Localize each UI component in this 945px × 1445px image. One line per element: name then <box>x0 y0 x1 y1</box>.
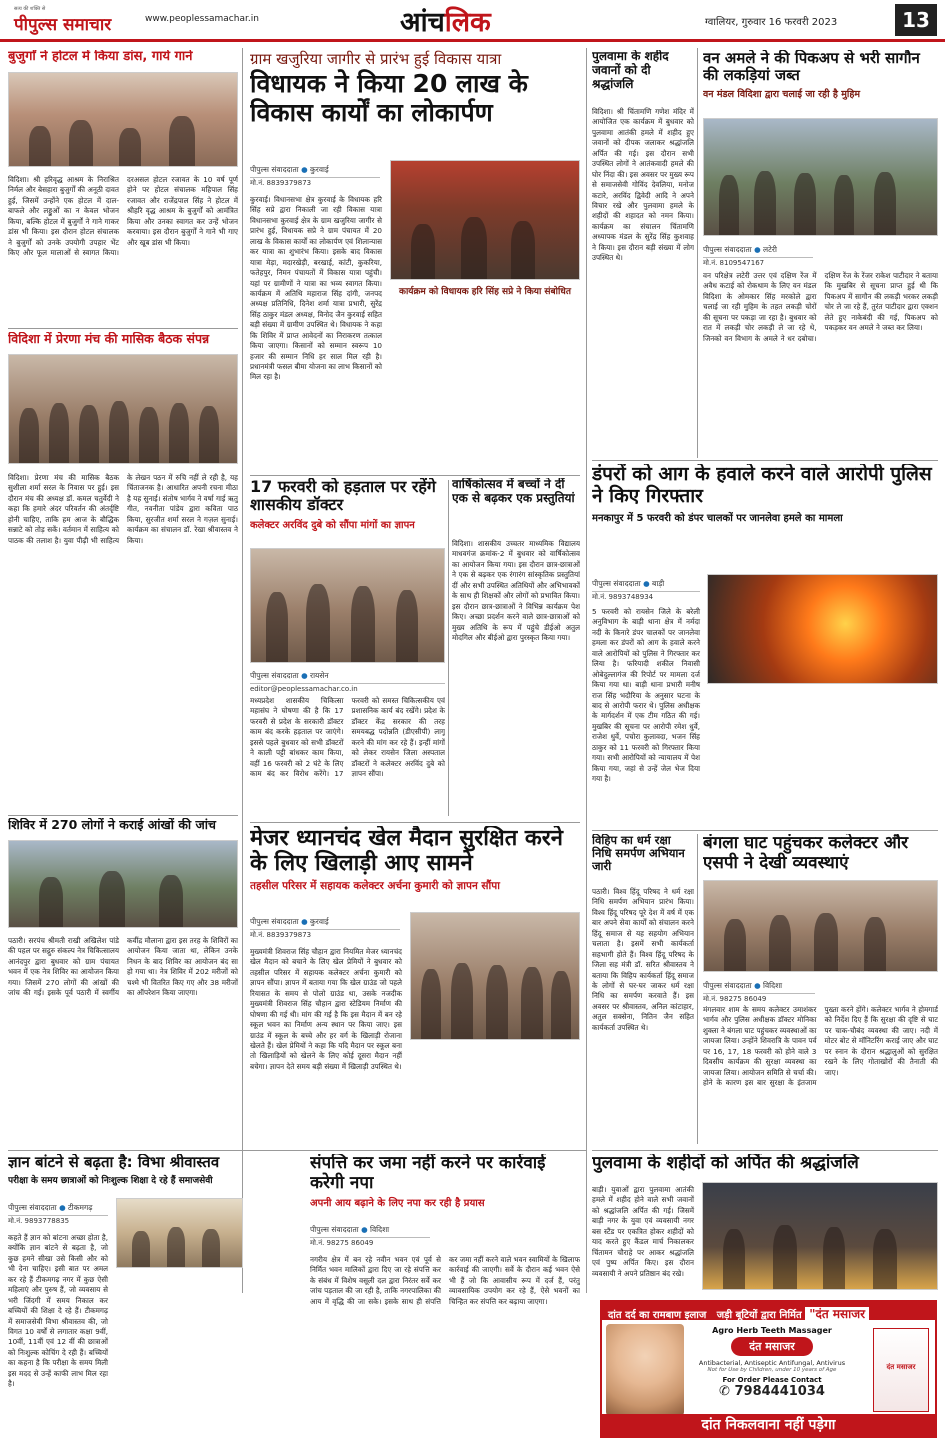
section-name-accent: लिक <box>444 7 491 38</box>
byline-text: पीपुल्स संवाददाता <box>592 579 641 588</box>
story-byline-block <box>703 240 813 268</box>
story-byline: पीपुल्स संवाददाता ● लटेरी <box>703 243 813 258</box>
inspection-photo <box>703 880 938 972</box>
byline-place: कुरवाई <box>310 165 329 174</box>
ad-top-strip <box>602 1302 935 1320</box>
story-prerna <box>8 332 238 812</box>
reporter-mobile: मो.नं. 8109547167 <box>703 259 765 267</box>
story-body: विदिशा। श्री हरिवृद्ध आश्रम के निराश्रित निर्मल और बेसहारा बुजुर्गों की अनूठी दावत हुई, जिसमें उन्होंने एक होटल में दाल-बाफले और लड्डुओं का न केवल भोजन किया, बल्कि होटल में बुजुर्गों ने गाने गाकर डांस भी किया। इस दौरान होटल संचालक ने बुजुर्गों को उनके उपयोगी उपहार भेंट किए और फूल मालाओं से स्वागत किया। दरअसल होटल रजावत के 10 वर्ष पूर्ण होने पर होटल संचालक महिपाल सिंह रजावत और राजेंद्रपाल सिंह ने होटल में श्रीहरि वृद्ध आश्रम के बुजुर्गों को आमंत्रित किया और उनका स्वागत कर उन्हें भोजन करवाया। इस दौरान बुजुर्गों ने गाने भी गाए और खूब डांस भी किया। <box>8 175 238 258</box>
story-headline: ज्ञान बांटने से बढ़ता है: विभा श्रीवास्तव <box>8 1154 220 1171</box>
story-divider <box>592 1150 938 1151</box>
ad-note: Not for Use by Children, under 10 years of Age <box>707 1367 837 1373</box>
story-subhead: अपनी आय बढ़ाने के लिए नपा कर रही है प्रयास <box>310 1198 485 1210</box>
story-varshikotsav <box>452 478 580 818</box>
column-rule <box>697 48 698 458</box>
byline-place: विदिशा <box>370 1225 390 1234</box>
logo-tagline: सत्य की शक्ति से <box>14 6 46 12</box>
story-subhead: मनकापुर में 5 फरवरी को डंपर चालकों पर जानलेवा हमले का मामला <box>592 512 843 524</box>
candle-march-photo <box>702 1182 938 1290</box>
story-byline: पीपुल्स संवाददाता ● विदिशा <box>703 979 815 994</box>
phone-icon: ✆ <box>719 1384 730 1399</box>
group-photo <box>8 354 238 464</box>
byline-place: रायसेन <box>310 671 329 680</box>
page-number: 13 <box>895 4 937 36</box>
story-major <box>250 826 580 1148</box>
story-headline: पुलवामा के शहीद जवानों को दी श्रद्धांजलि <box>592 50 669 91</box>
story-body: पठारी। सरपंच श्रीमती राखी अखिलेश पांडे की पहल पर सद्गुरु संकल्प नेत्र चिकित्सालय आनंदपुर द्वारा बुधवार को ग्राम पंचायत भवन में एक नेत्र शिविर का आयोजन किया गया। जिसमें 270 लोगों की आंखों की जांच की गई। इसके पूर्व पठारी में स्वर्गीय कवींद्र मौलाना द्वारा इस तरह के शिविरों का आयोजन किया जाता था, लेकिन उनके निधन के बाद शिविर का आयोजन बंद सा हो गया था। नेत्र शिविर में 202 मरीजों को चश्मे भी वितरित किए गए और 38 मरीजों का ऑपरेशन किया जाएगा। <box>8 936 238 998</box>
ad-brand: दंत मसाजर <box>731 1337 812 1356</box>
story-body: मध्यप्रदेश शासकीय चिकित्सा महासंघ ने घोषणा की है कि 17 फरवरी से प्रदेश के सरकारी डॉक्टर काम बंद करके हड़ताल पर जाएंगे। इससे पहले बुधवार को सभी डॉक्टरों ने काली पट्टी बांधकर काम किया, वहीं 16 फरवरी को 2 घंटे के लिए काम बंद कर विरोध करेंगे। 17 फरवरी को समस्त चिकित्सकीय एवं प्रशासनिक कार्य बंद रखेंगे। प्रदेश के डॉक्टर केंद्र सरकार की तरह समयबद्ध पदोन्नति (डीएसीपी) लागू करने की मांग कर रहे हैं। इन्हीं मांगों को लेकर रायसेन जिला अस्पताल डॉक्टरों ने कलेक्टर अरविंद दुबे को ज्ञापन सौंपा। <box>250 696 445 779</box>
story-headline: वार्षिकोत्सव में बच्चों ने दीं एक से बढ़कर एक प्रस्तुतियां <box>452 478 575 505</box>
ad-phone[interactable] <box>687 1384 857 1399</box>
story-subhead: तहसील परिसर में सहायक कलेक्टर अर्चना कुमारी को ज्ञापन सौंपा <box>250 879 500 892</box>
story-dumper <box>592 464 938 826</box>
story-body: कहते हैं ज्ञान को बांटना अच्छा होता है, क्योंकि ज्ञान बांटने से बढ़ता है, जो कुछ हमने सीखा उसे किसी और को भी देना चाहिए। इसी बात पर अमल कर रहे हैं टीकमगढ़ नगर में कुछ ऐसी महिलाएं और पुरुष हैं, जो व्यवसाय से भरी जिंदगी में समय निकाल कर बच्चियों की शिक्षा दे रहे हैं। टीकमगढ़ में समाजसेवी विभा श्रीवास्तव की, जो विगत 10 वर्षों से लगातार कक्षा 9वीं, 10वीं, 11वीं एवं 12 वीं की छात्राओं को निःशुल्क कोचिंग दे रही हैं। बच्चियों का कहना है कि परीक्षा के समय मिली इस मदद से उन्हें काफी लाभ मिल रहा है। <box>8 1233 108 1389</box>
byline-place: कुरवाई <box>310 917 329 926</box>
story-divider <box>592 460 938 461</box>
story-byline-block <box>250 160 380 188</box>
dateline: ग्वालियर, गुरुवार 16 फरवरी 2023 <box>705 17 838 28</box>
classroom-photo <box>116 1198 243 1268</box>
website-url[interactable]: www.peoplessamachar.in <box>145 14 259 24</box>
story-gram-khajuriya <box>250 50 580 500</box>
story-divider <box>250 822 580 823</box>
ad-top-left: दांत दर्द का रामबाण इलाज <box>608 1310 707 1321</box>
ad-center <box>687 1326 857 1399</box>
ad-brand-line: Agro Herb Teeth Massager <box>712 1326 832 1335</box>
story-byline: पीपुल्स संवाददाता ● टीकमगढ़ <box>8 1201 108 1216</box>
story-byline: पीपुल्स संवाददाता ● बाड़ी <box>592 577 700 592</box>
story-byline-block <box>592 574 700 602</box>
story-shivir <box>8 818 238 1148</box>
reporter-mobile: मो.नं. 8839379873 <box>250 931 312 939</box>
story-body: मुख्यमंत्री शिवराज सिंह चौहान द्वारा नियमित मेजर ध्यानचंद खेल मैदान को बचाने के लिए खेल प्रेमियों ने बुधवार को तहसील परिसर में सहायक कलेक्टर अर्चना कुमारी को ज्ञापन सौंपा। ज्ञापन में बताया गया कि खेल ग्राउंड जो पहले रियासत के समय से पोलो ग्राउंड था, उसके नजदीक मुख्यमंत्री शिवराज सिंह चौहान द्वारा स्टेडियम निर्माण की घोषणा की गई थी। मांग की गई है कि इस मैदान में बन रहे स्कूल भवन का निर्माण अन्य स्थान पर किया जाए। इस ग्राउंड में स्कूल के बच्चे और हर वर्ग के खिलाड़ी रोजाना खेलते हैं। खेल प्रेमियों ने कहा कि यदि मैदान पर स्कूल बना तो खिलाड़ियों को खेलने के लिए कोई दूसरा मैदान नहीं बचेगा। ज्ञापन देते समय बड़ी संख्या में खिलाड़ी उपस्थित थे। <box>250 947 402 1071</box>
story-pulwama-bottom <box>592 1154 938 1294</box>
reporter-mobile: मो.नं. 9893748934 <box>592 593 654 601</box>
ad-phone-number: 7984441034 <box>734 1384 825 1399</box>
eye-camp-photo <box>8 840 238 928</box>
story-bangla-ghat <box>703 834 938 1146</box>
story-vidhip <box>592 834 694 1146</box>
story-body: वन परिक्षेत्र लटेरी उत्तर एवं दक्षिण रेंज में अवैध कटाई को रोकथाम के लिए वन मंडल विदिशा के ओमकार सिंह मरकोले द्वारा चलाई जा रही मुहिम के तहत लकड़ी चोरों की सूचना पर पकड़ा जा रहा है। बुधवार को रात में लकड़ी चोर लकड़ी ले जा रहे थे, जिनको वन विभाग के अमले ने धर दबोचा। दक्षिण रेंज के रेंजर राकेश पाटीदार ने बताया कि मुखबिर से सूचना प्राप्त हुई थी कि पिकअप में सागौन की लकड़ी भरकर लकड़ी चोर ले जा रहे हैं, तुरंत पाटीदार द्वारा एक्शन लेते हुए नाकेबंदी की गई, पिकअप को पकड़कर वन अमले ने जब्त कर लिया। <box>703 271 938 343</box>
story-byline-block <box>250 912 400 940</box>
byline-text: पीपुल्स संवाददाता <box>250 671 299 680</box>
story-body: मंगलवार शाम के समय कलेक्टर उमाशंकर भार्गव और पुलिस अधीक्षक डॉक्टर मोनिका शुक्ला ने बंगला घाट पहुंचकर व्यवस्थाओं का जायजा लिया। उन्होंने शिवरात्रि के पावन पर्व पर 16, 17, 18 फरवरी को होने वाले 3 दिवसीय कार्यक्रम की सुरक्षा व्यवस्था का जायजा लिया। आयोजन समिति से चर्चा की। होने के कारण इस बार सुरक्षा के इंतजाम पुख्ता करने होंगे। कलेक्टर भार्गव ने होमगार्ड को निर्देश दिए हैं कि सुरक्षा की दृष्टि से घाट पर चाक-चौबंद व्यवस्था की जाए। नदी में मोटर बोट से मॉनिटरिंग कराई जाए और घाट पर स्नान के दौरान श्रद्धालुओं को सुरक्षित रखने के लिए गोताखोरों की तैनाती की जाए। <box>703 1005 938 1088</box>
story-divider <box>8 1150 586 1151</box>
story-body: कुरवाई। विधानसभा क्षेत्र कुरवाई के विधायक हरि सिंह सप्रे द्वारा निकाली जा रही विकास यात्रा विधानसभा कुरवाई क्षेत्र के ग्राम खजुरिया जागीर से प्रारंभ हुई, विधायक सप्रे ने ग्राम पंचायत में 20 लाख के विकास कार्यों का लोकार्पण एवं शिलान्यास कर यात्रा का शुभारंभ किया। इसके बाद विकास यात्रा मेड़ा, मदारखेड़ी, बरखाई, कांटी, कुकरिया, फतेहपुर, निमन पंचायतों में विकास यात्रा पहुंची। यहां पर ग्रामीणों ने यात्रा का भव्य स्वागत किया। कार्यक्रम में अतिथि महाराज सिंह दांगी, जनपद अध्यक्ष प्रतिनिधि, दिनेश शर्मा यात्रा प्रभारी, सुरेंद्र सिंह ठाकुर मंडल अध्यक्ष, विनोद जैन कुरवाई सहित बड़ी संख्या में ग्रामीण उपस्थित थे। विधायक ने कहा कि शिविर में प्राप्त आवेदनों का निराकरण तत्काल किया जाएगा। किसानों को सम्मान स्वरूप 10 हजार की सम्मान निधि हर साल मिल रही है। प्रधानमंत्री फसल बीमा योजना का लाभ किसानों को मिल रहा है। <box>250 195 382 382</box>
section-name <box>400 2 491 39</box>
newspaper-logo[interactable] <box>14 6 132 38</box>
story-headline: डंपरों को आग के हवाले करने वाले आरोपी पुलिस ने किए गिरफ्तार <box>592 464 932 507</box>
story-subhead: परीक्षा के समय छात्राओं को निःशुल्क शिक्षा दे रहे हैं समाजसेवी <box>8 1176 213 1187</box>
reporter-mobile: मो.नं. 8839379873 <box>250 179 312 187</box>
story-headline: वन अमले ने की पिकअप से भरी सागौन की लकड़ियां जब्त <box>703 50 920 85</box>
stage-photo <box>390 160 580 280</box>
story-pulwama-top <box>592 50 694 455</box>
story-bujurgon <box>8 50 238 325</box>
section-name-main: आंच <box>400 7 445 38</box>
byline-place: विदिशा <box>763 981 783 990</box>
story-headline: 17 फरवरी को हड़ताल पर रहेंगे शासकीय डॉक्टर <box>250 478 436 515</box>
photo-caption: कार्यक्रम को विधायक हरि सिंह सप्रे ने किया संबोधित <box>399 287 571 297</box>
seized-wood-photo <box>703 118 938 236</box>
ad-top-highlight: "दंत मसाजर <box>805 1307 869 1321</box>
burning-dumper-photo <box>707 574 938 684</box>
event-photo <box>8 72 238 167</box>
ad-order-label: For Order Please Contact <box>722 1376 822 1384</box>
story-divider <box>250 475 580 476</box>
logo-text: पीपुल्स समाचार <box>14 15 112 35</box>
story-body: 5 फरवरी को रायसेन जिले के बरेली अनुविभाग के बाड़ी थाना क्षेत्र में नर्मदा नदी के किनारे डंपर चालकों पर जानलेवा हमला कर डंपरों को आग के हवाले करने वाले आरोपियों को पुलिस ने गिरफ्तार कर लिया है। फरियादी शकील निवासी ओबेदुल्लागंज की रिपोर्ट पर मामला दर्ज किया गया था। बाड़ी थाना प्रभारी मनीष राज सिंह भदौरिया के अनुसार घटना के बाद से आरोपी फरार थे। पुलिस अधीक्षक के मार्गदर्शन में एक टीम गठित की गई। मुखबिर की सूचना पर आरोपी रमेश धुर्वे, राजेश धुर्वे, पचोरा कुलावदा, भजन सिंह ठाकुर को 11 फरवरी को गिरफ्तार किया गया। सभी आरोपियों को न्यायालय में पेश किया गया, जहां से उन्हें जेल भेज दिया गया है। <box>592 607 700 783</box>
ad-model-image <box>606 1324 684 1416</box>
ad-product-box <box>873 1328 929 1412</box>
byline-place: लटेरी <box>763 245 777 254</box>
story-body: विदिशा। प्रेरणा मंच की मासिक बैठक सुशीला शर्मा सरल के निवास पर हुई। इस दौरान मंच की अध्यक्ष डॉ. कमल चतुर्वेदी ने कहा कि हमारे अंदर परिवर्तन की अंतर्दृष्टि होनी चाहिए, ताकि हम आज के बौद्धिक सन्नाटे को तोड़ सकें। वर्तमान में साहित्य को पाठक की तलाश है। युवा पीढ़ी भी साहित्य के लेखन पठन में रुचि नहीं ले रही है, यह चिंताजनक है। आधारित अपनी रचना मीठा है यह सुनाई। संतोष भार्गव ने वर्षा गाई ऋतु गीत, नवनीता पांडेय द्वारा कविता पाठ किया, सुरजीत शर्मा सरल ने गज़ल सुनाई। कार्यक्रम का संचालन डॉ. रेखा श्रीवास्तव ने किया। <box>8 473 238 545</box>
story-headline: बंगला घाट पहुंचकर कलेक्टर और एसपी ने देखी व्यवस्थाएं <box>703 834 909 873</box>
ad-box-label: दंत मसाजर <box>886 1363 916 1371</box>
story-headline: बुजुर्गों ने होटल में किया डांस, गाये गाने <box>8 50 193 64</box>
memorandum-photo <box>250 548 445 663</box>
story-divider <box>8 815 238 816</box>
column-rule <box>697 834 698 1144</box>
masthead <box>0 0 945 42</box>
dant-masajar-advertisement[interactable] <box>600 1300 937 1438</box>
story-headline: शिविर में 270 लोगों ने कराई आंखों की जांच <box>8 818 216 832</box>
reporter-mobile: मो.नं. 9893778835 <box>8 1217 70 1225</box>
story-divider <box>592 830 938 831</box>
story-divider <box>8 328 238 329</box>
players-photo <box>410 912 580 1040</box>
story-byline: पीपुल्स संवाददाता ● कुरवाई <box>250 915 400 930</box>
story-byline: पीपुल्स संवाददाता ● कुरवाई <box>250 163 380 178</box>
story-body: विदिशा। श्री चिंतामणि गणेश मंदिर में आयोजित एक कार्यक्रम में बुधवार को पुलवामा आतंकी हमले में शहीद हुए जवानों को दीपक जलाकर श्रद्धांजलि अर्पित की गई। इस दौरान सभी उपस्थित लोगों ने आतंकवादी हमले की घोर निंदा की। इस अवसर पर मुख्य रूप से समाजसेवी गोविंद देवलिया, मनोज कटारे, अरविंद द्विवेदी आदि ने अपने विचार रखे और पुलवामा हमले के शहीदों की शहादत को नमन किया। कार्यक्रम का संचालन चिंतामणि अध्यापक मंडल के सुरेंद्र सिंह कुशवाह ने किया। इस दौरान बड़ी संख्या में लोग उपस्थित थे। <box>592 107 694 263</box>
story-gyan <box>8 1154 243 1439</box>
story-body: नगरीय क्षेत्र में बन रहे नवीन भवन एवं पूर्व से निर्मित भवन मालिकों द्वारा दिए जा रहे संपत्ति कर के संबंध में विशेष वसूली दल द्वारा निरंतर सर्वे कर जांच पड़ताल की जा रही है, ताकि नगरपालिका की आय में वृद्धि की जा सके। इसके साथ ही संपत्ति कर जमा नहीं करने वाले भवन स्वामियों के खिलाफ कार्रवाई की जाएगी। सर्वे के दौरान कई भवन ऐसे भी हैं जो कि आवासीय रूप में दर्ज हैं, परंतु व्यावसायिक उपयोग कर रहे हैं, ऐसे भवनों का चिन्हित कर संपत्ति कर बढ़ाया जाएगा। <box>310 1255 580 1306</box>
editor-email[interactable]: editor@peoplessamachar.co.in <box>250 685 358 693</box>
story-byline-block <box>250 666 445 693</box>
byline-place: टीकमगढ़ <box>68 1203 93 1212</box>
story-headline: पुलवामा के शहीदों को अर्पित की श्रद्धांजलि <box>592 1154 859 1173</box>
story-hadtal <box>250 478 445 818</box>
ad-bottom-strip: दांत निकलवाना नहीं पड़ेगा <box>602 1414 935 1436</box>
byline-text: पीपुल्स संवाददाता <box>703 981 752 990</box>
story-headline: विधायक ने किया 20 लाख के विकास कार्यों का लोकार्पण <box>250 69 528 127</box>
byline-text: पीपुल्स संवाददाता <box>250 165 299 174</box>
column-rule <box>242 48 243 1293</box>
story-headline: संपत्ति कर जमा नहीं करने पर कार्रवाई करेगी नपा <box>310 1154 546 1193</box>
story-van-amle <box>703 50 938 455</box>
story-byline: पीपुल्स संवाददाता ● विदिशा <box>310 1223 430 1238</box>
reporter-mobile: मो.नं. 98275 86049 <box>703 995 767 1003</box>
story-byline-block <box>8 1198 108 1226</box>
story-sampatti <box>310 1154 580 1439</box>
ad-tagline: Antibacterial, Antiseptic Antifungal, Antivirus <box>698 1359 846 1367</box>
byline-text: पीपुल्स संवाददाता <box>310 1225 359 1234</box>
story-body: बाड़ी। युवाओं द्वारा पुलवामा आतंकी हमले में शहीद होने वाले सभी जवानों को श्रद्धांजलि अर्पित की गई। जिसमें बाड़ी नगर के युवा एवं व्यवसायी नगर बस स्टैंड पर एकत्रित होकर शहीदों को याद करते हुए कैंडल मार्च निकालकर चिंतामन चौराहे पर आकर श्रद्धांजलि एवं पुष्प अर्पित किए। इस दौरान व्यवसायी ने अपने प्रतिष्ठान बंद रखे। <box>592 1185 694 1278</box>
story-subhead: वन मंडल विदिशा द्वारा चलाई जा रही है मुहिम <box>703 88 861 100</box>
story-byline-block <box>703 976 815 1004</box>
story-byline-block <box>310 1220 430 1248</box>
story-body: पठारी। विश्व हिंदू परिषद ने धर्म रक्षा निधि समर्पण अभियान प्रारंभ किया। विश्व हिंदू परिषद पूरे देश में वर्ष में एक बार अपने सेवा कार्यों को संचालन करने हिंदू समाज से यह सहयोग अभियान चलाता है। इसमें सभी कार्यकर्ता सहभागी होते हैं। विश्व हिंदू परिषद के जिला सह मंत्री डॉ. सरित श्रीवास्तव ने बताया कि विहिप कार्यकर्ता हिंदू समाज के लोगों से घर-घर जाकर धर्म रक्षा निधि का समर्पण करवाते हैं। इस अवसर पर श्रीवास्तव, अनिल कांटाहार, अतुल सक्सेना, नितिन जैन सहित कार्यकर्ता उपस्थित थे। <box>592 887 694 1032</box>
byline-place: बाड़ी <box>652 579 665 588</box>
story-headline: विदिशा में प्रेरणा मंच की मासिक बैठक संपन्न <box>8 332 210 346</box>
column-rule <box>448 480 449 816</box>
ad-top-right: जड़ी बूटियों द्वारा निर्मित <box>716 1310 802 1321</box>
story-headline: विहिप का धर्म रक्षा निधि समर्पण अभियान जारी <box>592 834 685 874</box>
story-byline: पीपुल्स संवाददाता ● रायसेन <box>250 669 445 684</box>
byline-text: पीपुल्स संवाददाता <box>703 245 752 254</box>
byline-text: पीपुल्स संवाददाता <box>8 1203 57 1212</box>
story-kicker: ग्राम खजुरिया जागीर से प्रारंभ हुई विकास यात्रा <box>250 50 502 68</box>
story-headline: मेजर ध्यानचंद खेल मैदान सुरक्षित करने के लिए खिलाड़ी आए सामने <box>250 826 564 877</box>
reporter-mobile: मो.नं. 98275 86049 <box>310 1239 374 1247</box>
byline-text: पीपुल्स संवाददाता <box>250 917 299 926</box>
story-subhead: कलेक्टर अरविंद दुबे को सौंपा मांगों का ज्ञापन <box>250 519 415 531</box>
column-rule <box>586 48 587 1293</box>
story-body: विदिशा। शासकीय उच्चतर माध्यमिक विद्यालय माधवगंज क्रमांक-2 में बुधवार को वार्षिकोत्सव का आयोजन किया गया। इस दौरान छात्र-छात्राओं ने एक से बढ़कर एक रंगारंग सांस्कृतिक प्रस्तुतियां दीं और सभी उपस्थित अतिथियों और अभिभावकों के साथ ही शिक्षकों और लोगों को प्रभावित किया। इस दौरान छात्र-छात्राओं ने विभिन्न कार्यक्रम पेश किए। अच्छा प्रदर्शन करने वाले छात्र-छात्राओं को मुख्य अतिथि के रूप में पहुंचे डीईओ अतुल मोदगिल और बीईओ द्वारा पुरस्कृत किया गया। <box>452 539 580 642</box>
